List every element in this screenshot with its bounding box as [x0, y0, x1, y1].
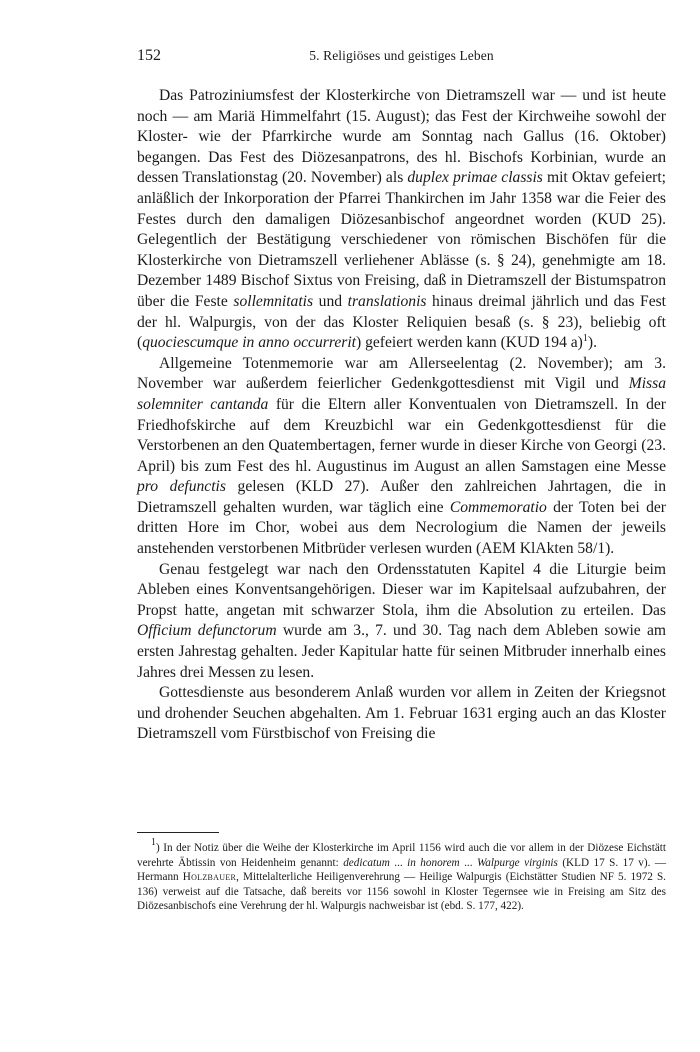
- text-run: ) gefeiert werden kann (KUD 194 a): [356, 334, 583, 352]
- italic-phrase: Officium defunctorum: [137, 622, 277, 640]
- paragraphs-paragraph: [137, 354, 666, 560]
- page-number: 152: [137, 47, 161, 64]
- text-run: und: [313, 292, 348, 310]
- text-run: mit Oktav gefeiert; anläßlich der Inkorporation der Pfarrei Thankirchen im Jahr 1358 war die Feier des Festes durch den damaligen Diözesanbischof angeordnet worden (KUD 25). Gelegentlich der Bestätigung verschiedener von römischen Bischöfen für die Klosterkirche von Dietramszell verliehener Ablässe (s. § 24), genehmigte am 18. Dezember 1489 Bischof Sixtus von Freising, daß in Dietramszell der Bistumspatron über die Feste: [137, 169, 666, 310]
- text-run: Das Patroziniumsfest der Klosterkirche von Dietramszell war — und ist heute noch — am Mariä Himmelfahrt (15. August); das Fest der Kirchweihe sowohl der Kloster- wie der Pfarrkirche wurde am Sonntag nach Gallus (16. Oktober) begangen. Das Fest des Diözesanpatrons, des hl. Bischofs Korbinian, wurde an dessen Translationstag (20. November) als: [137, 87, 666, 187]
- paragraphs-paragraph: [137, 560, 666, 684]
- text-run: für die Eltern aller Konventualen von Dietramszell. In der Friedhofskirche auf dem Kreuzbichl war ein Gedenkgottesdienst für die Verstorbenen an den Quatembertagen, ferner wurde in dieser Kirche von Georgi (23. April) bis zum Fest des hl. Augustinus im August an allen Samstagen eine Messe: [137, 395, 666, 475]
- italic-phrase: Walpurge virginis: [476, 856, 558, 869]
- footnotes: [137, 837, 667, 914]
- text-run: ...: [389, 856, 408, 869]
- text-run: Allgemeine Totenmemorie war am Allerseelentag (2. November); am 3. November war außerdem feierlicher Gedenkgottesdienst mit Vigil und: [137, 354, 666, 393]
- italic-phrase: pro defunctis: [137, 478, 226, 496]
- italic-phrase: Commemoratio: [449, 498, 547, 516]
- running-title: 5. Religiöses und geistiges Leben: [309, 48, 494, 63]
- italic-phrase: dedicatum: [343, 856, 390, 869]
- footnotes-paragraph: [137, 837, 667, 914]
- main-text: [137, 86, 666, 745]
- footnote-marker: 1: [582, 333, 588, 345]
- footnote-marker: 1: [151, 837, 156, 848]
- text-run: ) In der Notiz über die Weihe der Klosterkirche im April 1156 wird auch die vor allem in der Diözese Eichstätt verehrte Äbtissin von Heidenheim genannt:: [137, 842, 666, 869]
- paragraphs-paragraph: [137, 86, 666, 354]
- running-header: [137, 47, 666, 69]
- italic-phrase: sollemnitatis: [233, 292, 314, 310]
- text-run: (KLD 17 S. 17 v). — Hermann: [137, 856, 667, 884]
- text-run: ...: [459, 856, 477, 869]
- footnote-divider: [137, 832, 219, 833]
- italic-phrase: duplex primae classis: [407, 169, 543, 187]
- italic-phrase: Missa solemniter cantanda: [137, 375, 666, 413]
- author-name: Holzbauer: [182, 871, 237, 884]
- text-run: gelesen (KLD 27). Außer den zahlreichen Jahrtagen, die in Dietramszell gehalten wurden, war täglich eine: [137, 478, 667, 516]
- text-run: wurde am 3., 7. und 30. Tag nach dem Ableben sowie am ersten Jahrestag gehalten. Jeder Kapitular hatte für seinen Mitbruder innerhalb eines Jahres drei Messen zu lesen.: [137, 622, 667, 681]
- italic-phrase: quociescumque in anno occurrerit: [142, 334, 356, 352]
- italic-phrase: in honorem: [407, 856, 460, 869]
- text-run: hinaus dreimal jährlich und das Fest der hl. Walpurgis, von der das Kloster Reliquien besaß (s. § 23), beliebig oft (: [137, 292, 667, 352]
- italic-phrase: translationis: [347, 292, 427, 310]
- text-run: , Mittelalterliche Heiligenverehrung — Heilige Walpurgis (Eichstätter Studien NF 5. 1972 S. 136) verweist auf die Tatsache, daß bereits vor 1156 sowohl in Kloster Tegernsee wie in Freising am Sitz des Diözesanbischofs eine Verehrung der hl. Walpurgis nachweisbar ist (ebd. S. 177, 422).: [137, 871, 666, 913]
- text-run: Gottesdienste aus besonderem Anlaß wurden vor allem in Zeiten der Kriegsnot und drohender Seuchen abgehalten. Am 1. Februar 1631 erging auch an das Kloster Dietramszell vom Fürstbischof von Freising die: [137, 684, 666, 743]
- text-run: Genau festgelegt war nach den Ordensstatuten Kapitel 4 die Liturgie beim Ableben eines Konventsangehörigen. Dieser war im Kapitelsaal aufzubahren, der Propst hatte, angetan mit schwarzer Stola, ihm die Absolution zu erteilen. Das: [137, 560, 666, 619]
- text-run: der Toten bei der dritten Hore im Chor, wobei aus dem Necrologium die Namen der jeweils anstehenden verstorbenen Mitbrüder verlesen wurden (AEM KlAkten 58/1).: [137, 498, 666, 558]
- text-run: ).: [587, 334, 597, 352]
- paragraphs-paragraph: [137, 683, 666, 745]
